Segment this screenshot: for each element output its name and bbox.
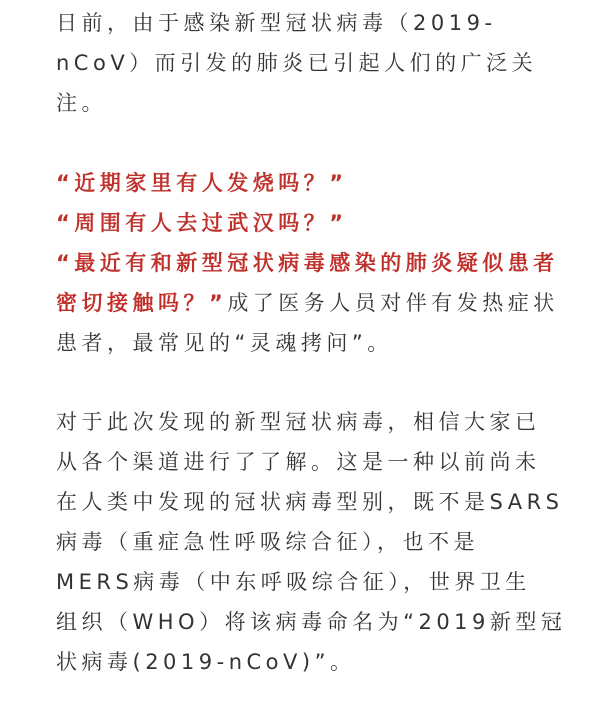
highlighted-question-end: 密切接触吗？” (56, 291, 228, 315)
highlighted-question: “最近有和新型冠状病毒感染的肺炎疑似患者 (56, 251, 559, 275)
text-line: 日前，由于感染新型冠状病毒（2019- (56, 11, 497, 35)
text-line: 状病毒(2019-nCoV)”。 (56, 650, 356, 674)
questions-paragraph (56, 163, 559, 363)
text-line: nCoV）而引发的肺炎已引起人们的广泛关 (56, 51, 538, 75)
text-line (56, 283, 559, 323)
text-line: 对于此次发现的新型冠状病毒，相信大家已 (56, 410, 541, 434)
highlighted-question: “近期家里有人发烧吗？” (56, 171, 348, 195)
text-line: 组织（WHO）将该病毒命名为“2019新型冠 (56, 610, 567, 634)
text-line: 从各个渠道进行了了解。这是一种以前尚未 (56, 450, 541, 474)
highlighted-question: “周围有人去过武汉吗？” (56, 211, 348, 235)
intro-paragraph (56, 3, 537, 123)
text-line: 患者，最常见的“灵魂拷问”。 (56, 331, 393, 355)
text-line: 在人类中发现的冠状病毒型别，既不是SARS (56, 490, 564, 514)
text-line: MERS病毒（中东呼吸综合征），世界卫生 (56, 570, 531, 594)
virus-info-paragraph (56, 402, 566, 682)
text-line: 病毒（重症急性呼吸综合征），也不是 (56, 530, 479, 554)
text-line: 注。 (56, 91, 107, 115)
text-segment: 成了医务人员对伴有发热症状 (227, 291, 559, 315)
